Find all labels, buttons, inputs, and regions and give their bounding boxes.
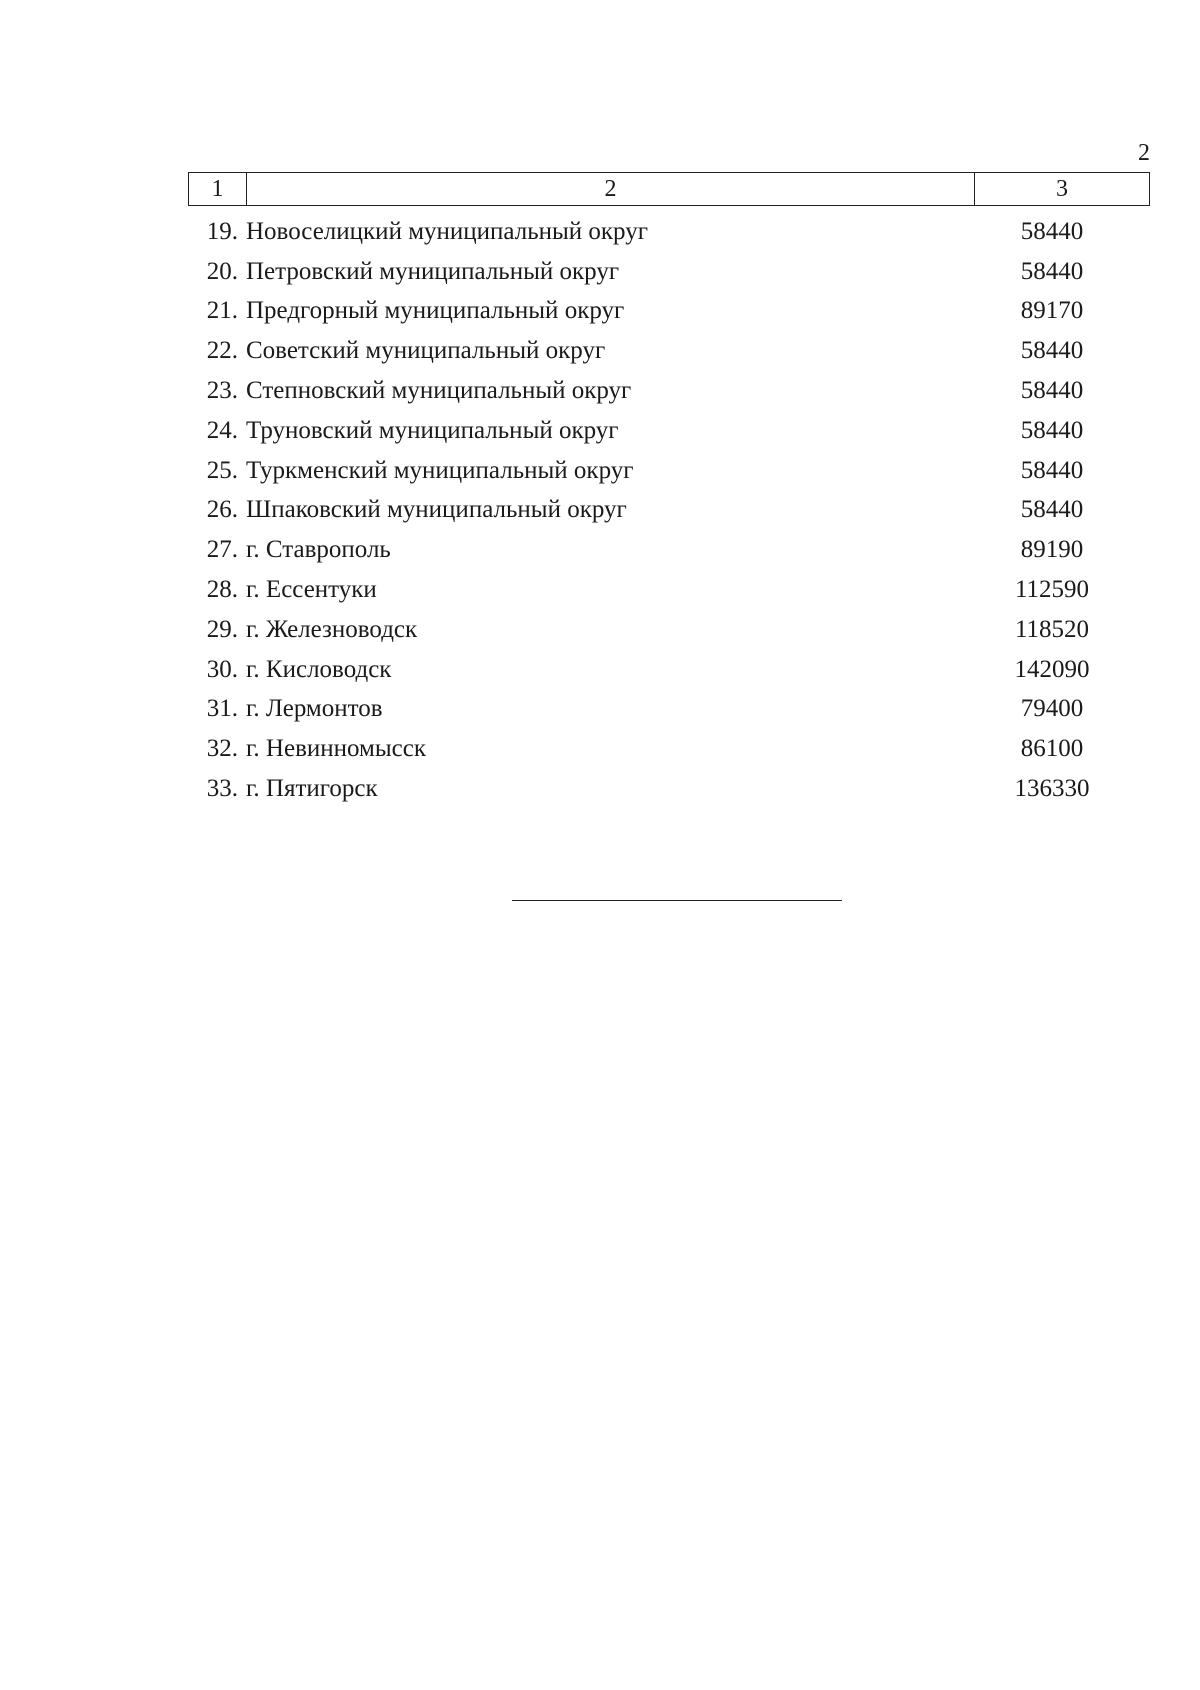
table-row (188, 650, 1150, 690)
row-number: 21. (206, 297, 238, 325)
row-value: 142090 (1014, 655, 1090, 683)
row-value: 79400 (1020, 695, 1084, 723)
column-header-1: 1 (189, 173, 247, 205)
row-value: 58440 (1020, 337, 1084, 365)
row-value: 112590 (1014, 576, 1090, 604)
table-row (188, 451, 1150, 491)
row-number: 19. (206, 217, 238, 245)
row-value: 118520 (1014, 615, 1090, 643)
municipality-name: г. Кисловодск (246, 655, 392, 683)
row-value: 136330 (1014, 775, 1090, 803)
row-number: 31. (206, 695, 238, 723)
table-row (188, 610, 1150, 650)
municipality-name: Предгорный муниципальный округ (246, 297, 625, 325)
row-value: 58440 (1020, 217, 1084, 245)
row-number: 28. (206, 576, 238, 604)
municipality-name: г. Невинномысск (246, 735, 427, 763)
row-value: 58440 (1020, 377, 1084, 405)
municipality-name: г. Железноводск (246, 615, 418, 643)
municipality-name: Труновский муниципальный округ (246, 416, 619, 444)
row-value: 58440 (1020, 416, 1084, 444)
row-value: 58440 (1020, 257, 1084, 285)
municipality-name: Советский муниципальный округ (246, 337, 606, 365)
row-number: 27. (206, 536, 238, 564)
table-row (188, 292, 1150, 332)
municipality-name: Шпаковский муниципальный округ (246, 496, 627, 524)
table-row (188, 371, 1150, 411)
table-body (188, 212, 1150, 809)
table-header (188, 172, 1150, 206)
table-row (188, 769, 1150, 809)
table-row (188, 252, 1150, 292)
row-value: 86100 (1020, 735, 1084, 763)
column-header-3: 3 (1056, 175, 1068, 202)
table-row (188, 331, 1150, 371)
row-number: 26. (206, 496, 238, 524)
row-value: 58440 (1020, 496, 1084, 524)
row-value: 58440 (1020, 456, 1084, 484)
row-number: 20. (206, 257, 238, 285)
municipality-name: Новоселицкий муниципальный округ (246, 217, 648, 245)
row-number: 22. (206, 337, 238, 365)
municipality-name: г. Ставрополь (246, 536, 391, 564)
municipality-name: Туркменский муниципальный округ (246, 456, 634, 484)
row-number: 33. (206, 775, 238, 803)
municipality-name: Степновский муниципальный округ (246, 377, 632, 405)
row-value: 89190 (1020, 536, 1084, 564)
table-row (188, 491, 1150, 531)
table-row (188, 411, 1150, 451)
row-number: 24. (206, 416, 238, 444)
row-value: 89170 (1020, 297, 1084, 325)
row-number: 29. (206, 615, 238, 643)
table-row (188, 212, 1150, 252)
row-number: 25. (206, 456, 238, 484)
municipality-name: г. Ессентуки (246, 576, 377, 604)
municipality-name: г. Пятигорск (246, 775, 378, 803)
row-number: 23. (206, 377, 238, 405)
table-row (188, 690, 1150, 730)
row-number: 32. (206, 735, 238, 763)
municipality-name: г. Лермонтов (246, 695, 383, 723)
end-of-document-rule (512, 900, 842, 901)
row-number: 30. (206, 655, 238, 683)
page-number: 2 (1138, 140, 1150, 166)
table-row (188, 570, 1150, 610)
column-header-2: 2 (247, 173, 975, 205)
table-row (188, 530, 1150, 570)
table-row (188, 729, 1150, 769)
municipality-name: Петровский муниципальный округ (246, 257, 620, 285)
